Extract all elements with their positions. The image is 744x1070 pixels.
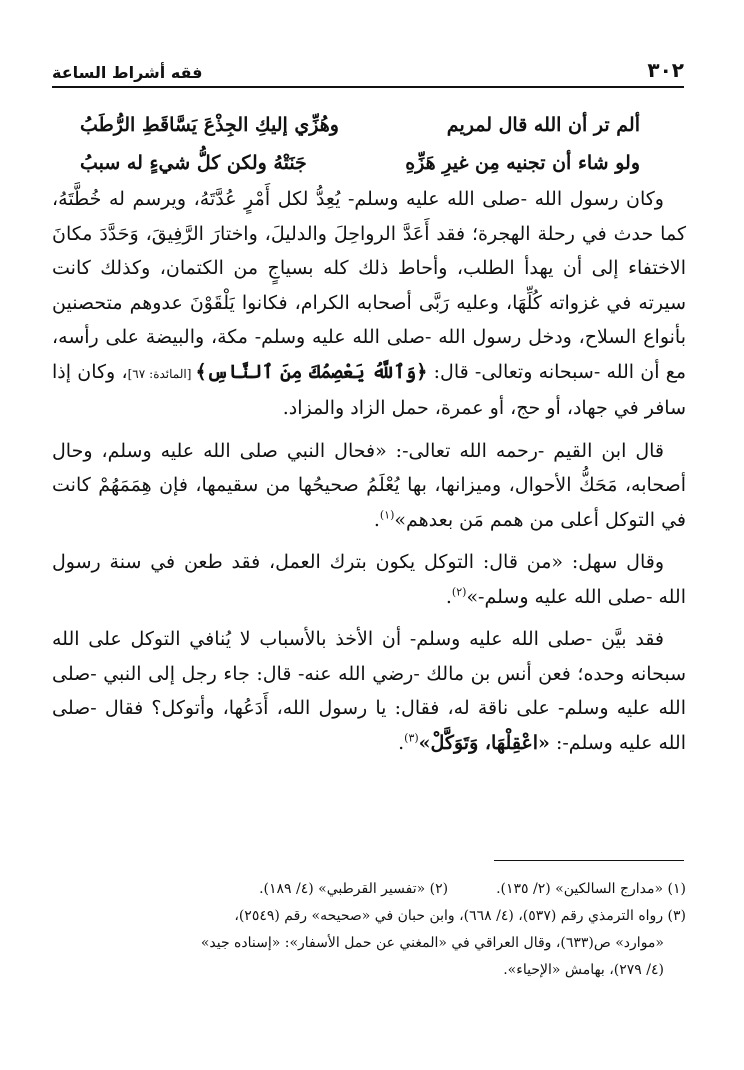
footnote-1: (١) «مدارج السالكين» (٢/ ١٣٥). <box>496 881 686 897</box>
paragraph-text: وكان رسول الله -صلى الله عليه وسلم- يُعِدُّ لكل أَمْرٍ عُدَّتَهُ، ويرسم له خُطَّتَهُ، كما حدث في رحلة الهجرة؛ فقد أَعَدَّ الرواحِلَ والدليلَ، واختارَ الرَّفِيقَ، وَحَدَّدَ مكانَ الاختفاء إلى أن يهدأ الطلب، وأحاط ذلك كله بسياجٍ من الكتمان، وكذلك كانت سيرته في غزواته كُلِّهَا، وعليه رَبَّى أصحابه الكرام، فكانوا يَلْقَوْنَ عدوهم متحصنين بأنواع السلاح، ودخل رسول الله -صلى الله عليه وسلم- مكة، والبيضة على رأسه، مع أن الله -سبحانه وتعالى- قال: <box>52 188 686 383</box>
paragraph-text: . <box>445 585 452 608</box>
hadith-quote: «اعْقِلْهَا، وَتَوَكَّلْ» <box>418 731 550 754</box>
paragraph-text: . <box>398 731 405 754</box>
verse-line <box>80 144 640 182</box>
footnote-3: (٣) رواه الترمذي رقم (٥٣٧)، (٤/ ٦٦٨)، وابن حبان في «صحيحه» رقم (٢٥٤٩)، <box>234 908 686 924</box>
verse-first-half: ولو شاء أن تجنيه مِن غيرِ هَزِّهِ <box>405 152 640 174</box>
paragraph-text: ، وكان إذا سافر في جهاد، أو حج، أو عمرة، حمل الزاد والمزاد. <box>52 360 686 419</box>
footnote-rule <box>494 860 684 861</box>
footnote-3-continued: «موارد» ص(٦٣٣)، وقال العراقي في «المغني عن حمل الأسفار»: «إسناده جيد» <box>200 935 664 951</box>
footnote-3-continued: (٤/ ٢٧٩)، بهامش «الإحياء». <box>503 962 664 978</box>
page-number: ٣٠٢ <box>647 58 684 82</box>
header-rule <box>52 86 684 88</box>
paragraph-ibn-qayyim <box>52 434 686 538</box>
book-title: فقه أشراط الساعة <box>52 63 203 82</box>
verse-first-half: ألم تر أن الله قال لمريم <box>446 114 640 136</box>
main-text <box>52 182 686 760</box>
footnote-marker: (١) <box>379 508 395 522</box>
footnote-line <box>52 876 686 903</box>
running-header <box>52 54 684 82</box>
paragraph-sahl <box>52 545 686 614</box>
paragraph-preparation <box>52 182 686 426</box>
verse-second-half: وهُزِّي إليكِ الجِذْعَ يَسَّاقَطِ الرُّطَبُ <box>80 114 339 136</box>
paragraph-text: وقال سهل: «من قال: التوكل يكون بترك العمل، فقد طعن في سنة رسول الله -صلى الله عليه وسلم-» <box>52 551 686 608</box>
verse-reference: [المائدة: ٦٧] <box>127 366 196 381</box>
paragraph-text: فقد بيَّن -صلى الله عليه وسلم- أن الأخذ بالأسباب لا يُنافي التوكل على الله سبحانه وحده؛ فعن أنس بن مالك -رضي الله عنه- قال: جاء رجل إلى النبي -صلى الله عليه وسلم- على ناقة له، فقال: يا رسول الله، أَدَعُها، وأتوكل؟ فقال -صلى الله عليه وسلم-: <box>52 628 686 754</box>
paragraph-tawakkul <box>52 622 686 760</box>
footnotes <box>52 876 686 984</box>
poem-block <box>80 106 640 182</box>
paragraph-text: قال ابن القيم -رحمه الله تعالى-: «فحال النبي صلى الله عليه وسلم، وحال أصحابه، مَحَكُّ الأحوال، وميزانها، بها يُعْلَمُ صحيحُها من سقيمها، فإن هِمَمَهُمْ كانت في التوكل أعلى من همم مَن بعدهم» <box>52 439 686 531</box>
quran-verse: ﴿وَٱللَّهُ يَعْصِمُكَ مِنَ ٱلنَّاسِ﴾ <box>195 360 428 383</box>
verse-second-half: جَنَتْهُ ولكن كلُّ شيءٍ له سببُ <box>80 152 307 174</box>
footnote-marker: (٢) <box>451 585 467 599</box>
paragraph-text: . <box>373 508 380 531</box>
footnote-2: (٢) «تفسير القرطبي» (٤/ ١٨٩). <box>259 881 449 897</box>
verse-line <box>80 106 640 144</box>
footnote-marker: (٣) <box>404 731 419 745</box>
